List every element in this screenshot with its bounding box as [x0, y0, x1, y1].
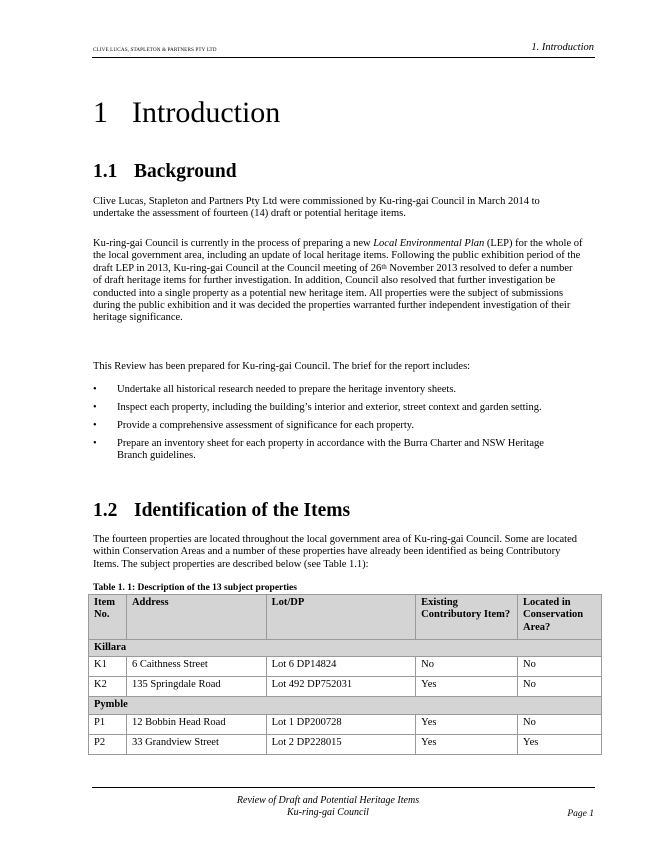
bullet-icon: •	[93, 419, 97, 431]
table-cell: 12 Bobbin Head Road	[126, 714, 266, 734]
section-number: 1.1	[93, 161, 118, 182]
table-cell: Lot 6 DP14824	[266, 657, 416, 677]
footer-title	[0, 795, 656, 819]
column-header: Located in Conservation Area?	[518, 595, 602, 640]
section-title: Background	[134, 161, 237, 182]
table-cell: 135 Springdale Road	[126, 677, 266, 697]
properties-table	[88, 594, 602, 755]
table-row	[89, 734, 602, 754]
section-heading-identification	[93, 500, 350, 522]
bullet-icon: •	[93, 401, 97, 413]
footer-title-line: Review of Draft and Potential Heritage Items	[236, 795, 420, 806]
background-paragraph-1: Clive Lucas, Stapleton and Partners Pty Ltd were commissioned by Ku-ring-gai Council in March 2014 to undertake the assessment of fourteen (14) draft or potential heritage items.	[93, 196, 540, 220]
table-cell: No	[518, 677, 602, 697]
table-cell: K1	[89, 657, 127, 677]
table-cell: 33 Grandview Street	[126, 734, 266, 754]
bullet-icon: •	[93, 437, 97, 449]
paragraph-text: Ku-ring-gai Council is currently in the process of preparing a new	[93, 238, 374, 249]
footer-rule	[92, 787, 595, 788]
bullet-item	[93, 384, 573, 396]
page-number: Page 1	[567, 809, 594, 819]
table-cell: Yes	[416, 714, 518, 734]
table-cell: Lot 2 DP228015	[266, 734, 416, 754]
chapter-heading	[93, 96, 280, 130]
bullet-item	[93, 402, 573, 414]
table-row	[89, 677, 602, 697]
table-cell: Lot 492 DP752031	[266, 677, 416, 697]
table-cell: Yes	[416, 734, 518, 754]
footer-title-line: Ku-ring-gai Council	[287, 807, 369, 818]
bullet-text: Provide a comprehensive assessment of significance for each property.	[117, 419, 415, 431]
table-cell: P1	[89, 714, 127, 734]
header-chapter: 1. Introduction	[531, 42, 594, 53]
table-row	[89, 714, 602, 734]
table-group-row	[89, 697, 602, 714]
group-label: Killara	[89, 640, 602, 657]
table-cell: No	[518, 657, 602, 677]
brief-bullet-list	[93, 384, 573, 468]
table-cell: No	[416, 657, 518, 677]
identification-paragraph: The fourteen properties are located throughout the local government area of Ku-ring-gai Council. Some are located within Conservation Areas and a number of these properties have already been identified as being Contributory Items. The subject properties are described below (see Table 1.1):	[93, 534, 577, 570]
table-cell: No	[518, 714, 602, 734]
table-caption: Table 1. 1: Description of the 13 subject properties	[93, 583, 297, 593]
bullet-text: Prepare an inventory sheet for each property in accordance with the Burra Charter and NSW Heritage Branch guidelines.	[117, 437, 544, 462]
column-header: Item No.	[89, 595, 127, 640]
background-paragraph-2	[93, 238, 583, 325]
table-cell: K2	[89, 677, 127, 697]
chapter-title: Introduction	[132, 96, 281, 129]
bullet-text: Undertake all historical research needed to prepare the heritage inventory sheets.	[117, 384, 457, 395]
chapter-number: 1	[93, 96, 108, 129]
bullet-text: Inspect each property, including the building’s interior and exterior, street context and garden setting.	[117, 401, 542, 413]
paragraph-text: (LEP) for the whole of the local government area, including an update of local heritage items. Following the public exhibition period of the draft LEP in 2013, Ku-ring-gai Council at the Council meeting of 26	[93, 238, 583, 274]
header-rule	[92, 57, 595, 58]
lep-italic-text: Local Environmental Plan	[373, 238, 485, 249]
brief-intro-paragraph: This Review has been prepared for Ku-ring-gai Council. The brief for the report includes:	[93, 361, 471, 372]
column-header: Address	[126, 595, 266, 640]
header-firm-name: CLIVE LUCAS, STAPLETON & PARTNERS PTY LTD	[93, 47, 217, 53]
table-header-row	[89, 595, 602, 640]
table-cell: 6 Caithness Street	[126, 657, 266, 677]
table-cell: Yes	[416, 677, 518, 697]
ordinal-superscript: th	[381, 262, 387, 271]
column-header: Existing Contributory Item?	[416, 595, 518, 640]
column-header: Lot/DP	[266, 595, 416, 640]
table-group-row	[89, 640, 602, 657]
paragraph-text: November 2013 resolved to defer a number of draft heritage items for further investigation. In addition, Council also resolved that further investigation be conducted into a single property as a potential new heritage item. All properties were the subject of submissions during the public exhibition and it was decided the properties warranted further independent investigation of their heritage significance.	[93, 262, 573, 324]
table-row	[89, 657, 602, 677]
group-label: Pymble	[89, 697, 602, 714]
table-cell: P2	[89, 734, 127, 754]
section-number: 1.2	[93, 500, 118, 521]
section-heading-background	[93, 161, 237, 183]
table-cell: Yes	[518, 734, 602, 754]
bullet-icon: •	[93, 384, 97, 395]
bullet-item	[93, 420, 573, 432]
table-cell: Lot 1 DP200728	[266, 714, 416, 734]
bullet-item	[93, 438, 573, 463]
section-title: Identification of the Items	[134, 500, 351, 521]
